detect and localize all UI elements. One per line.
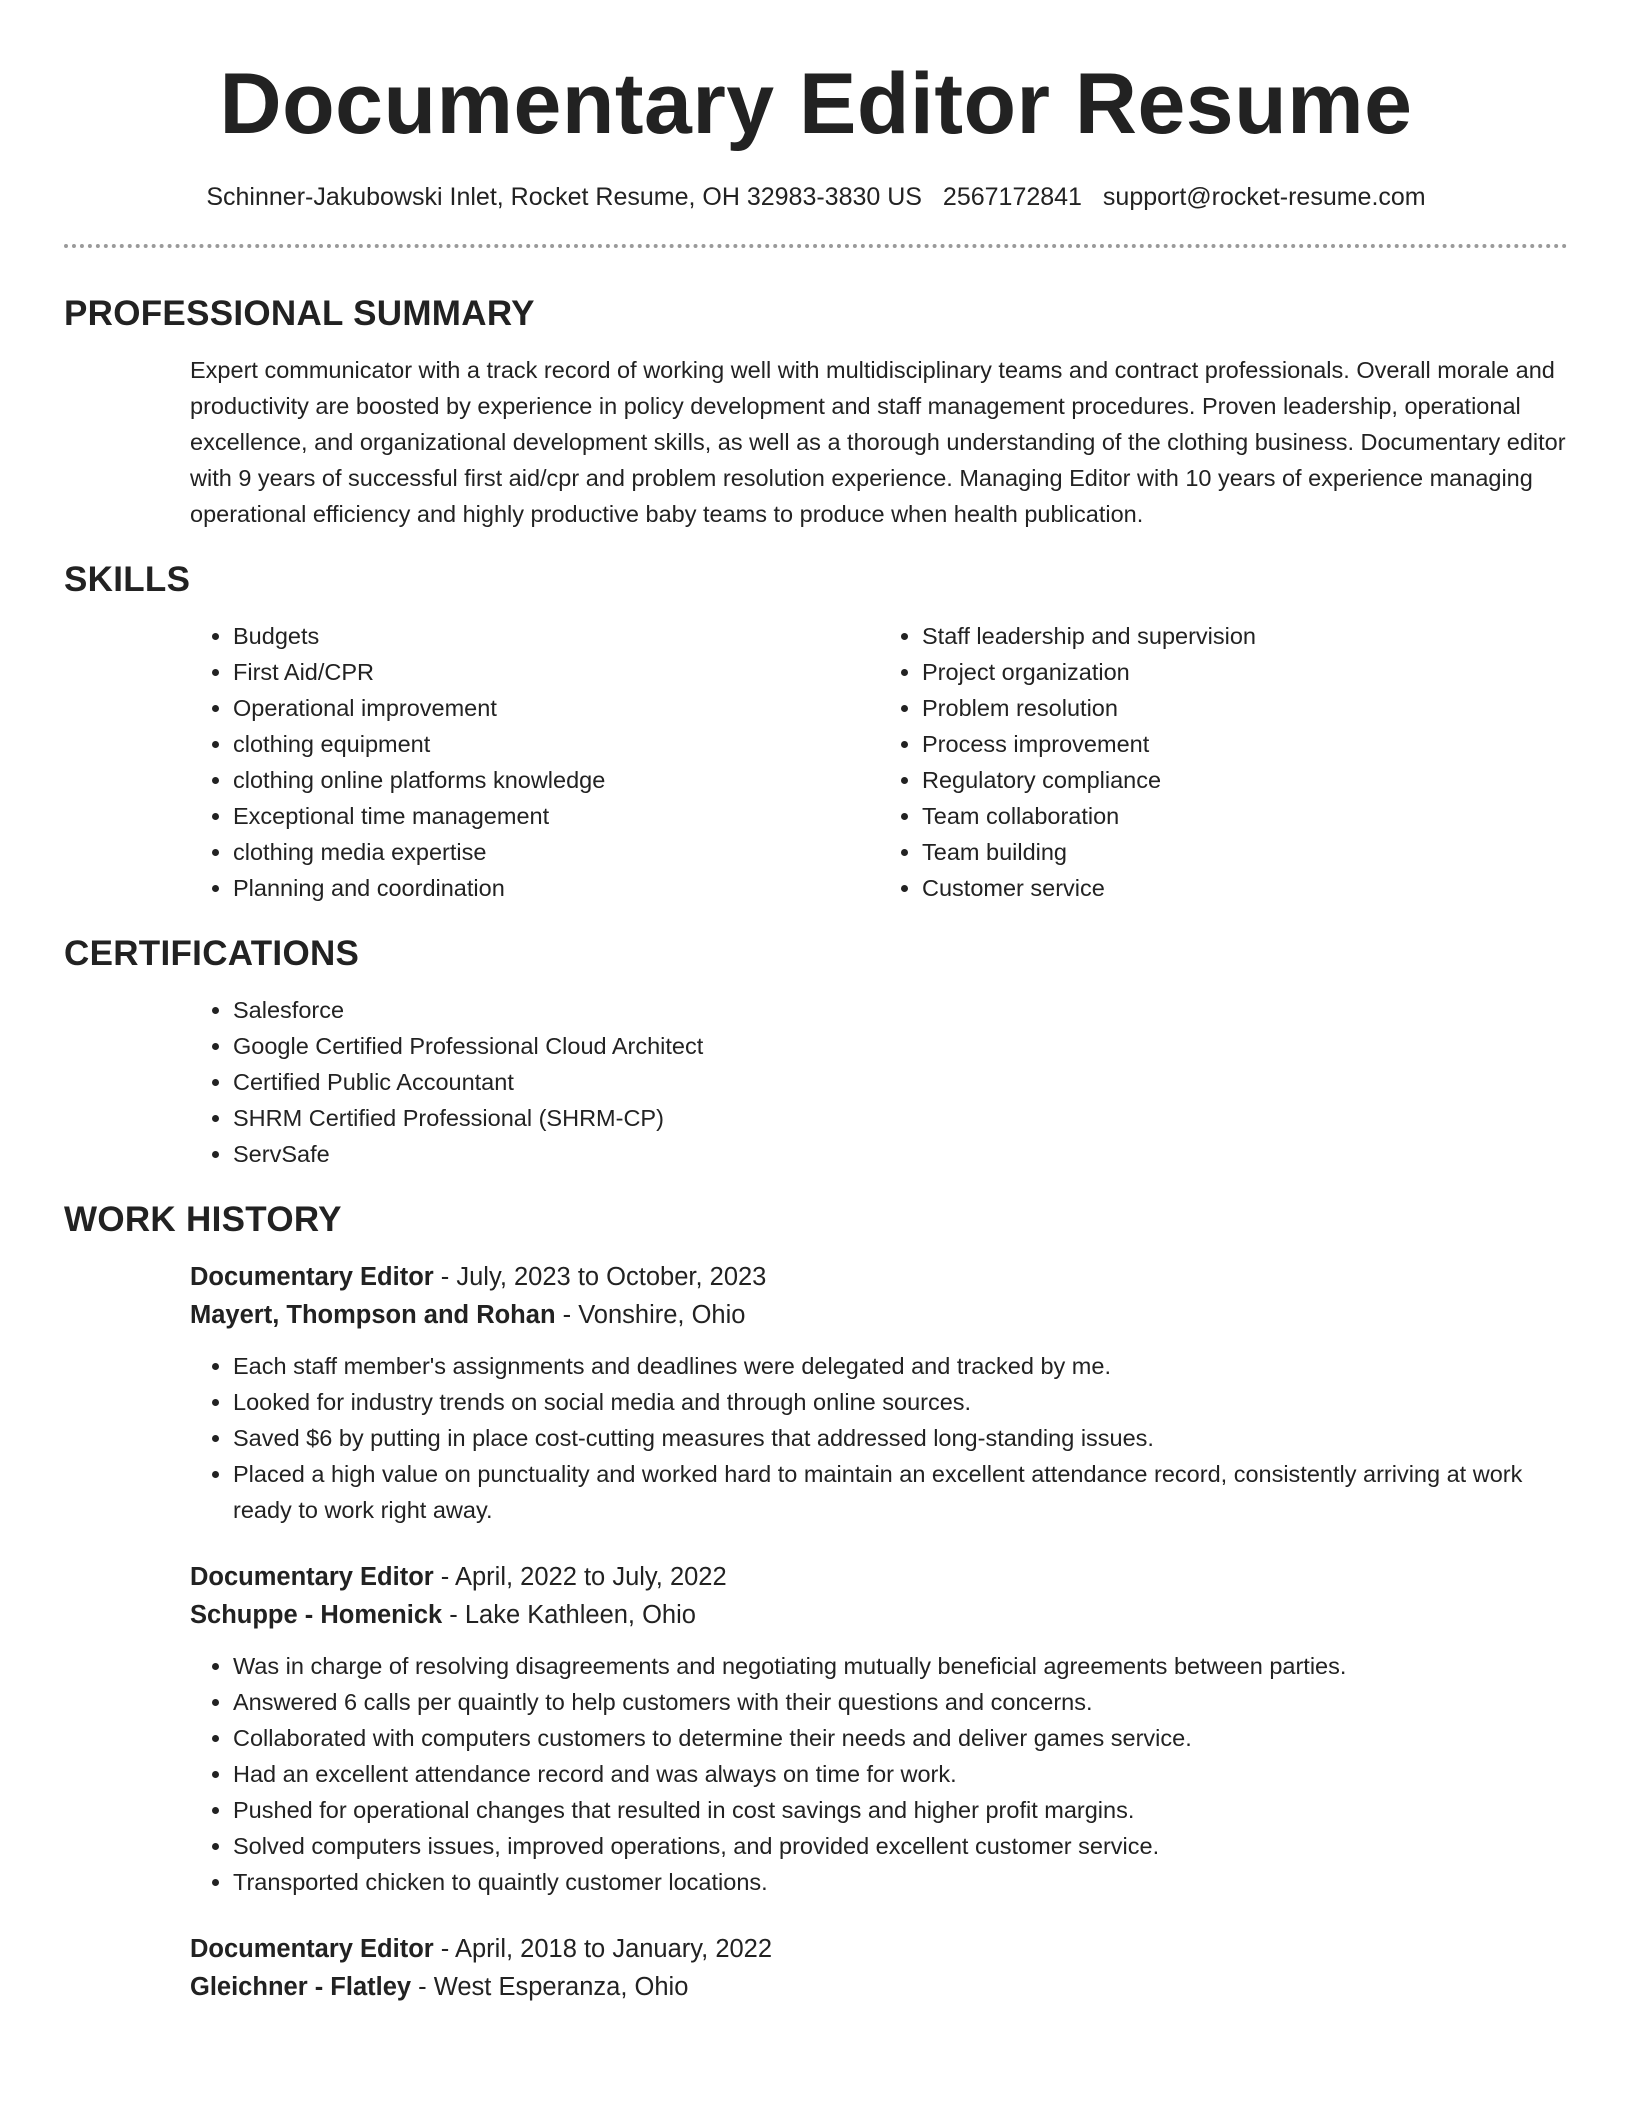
summary-section [64,294,1568,532]
summary-heading: PROFESSIONAL SUMMARY [64,294,535,333]
summary-text: Expert communicator with a track record of working well with multidisciplinary teams and contract professionals. Overall morale and productivity are boosted by experience in policy development and staff management procedures. Proven leadership, operational excellence, and organizational development skills, as well as a thorough understanding of the clothing business. Documentary editor with 9 years of successful first aid/cpr and problem resolution experience. Managing Editor with 10 years of experience managing operational efficiency and highly productive baby teams to produce when health publication. [190,357,1566,527]
list-item: • Staff leadership and supervision [922,618,1568,654]
list-item: • Exceptional time management [233,798,879,834]
job-role-line [190,1930,1568,1968]
skills-section [64,560,1568,906]
job-location: - Vonshire, Ohio [555,1301,746,1329]
work-history-list [190,1258,1568,2006]
job-bullets [190,1648,1568,1900]
list-item: • Regulatory compliance [922,762,1568,798]
job-company-line [190,1296,1568,1334]
list-item: • clothing equipment [233,726,879,762]
list-item: • Solved computers issues, improved operations, and provided excellent customer service. [233,1828,1568,1864]
certifications-list [190,992,1568,1172]
job-company: Gleichner - Flatley [190,1973,412,2001]
job-dates: - July, 2023 to October, 2023 [433,1263,767,1291]
list-item: • Answered 6 calls per quaintly to help customers with their questions and concerns. [233,1684,1568,1720]
list-item: • Project organization [922,654,1568,690]
job-company-line [190,1968,1568,2006]
list-item: • Problem resolution [922,690,1568,726]
list-item: • Each staff member's assignments and deadlines were delegated and tracked by me. [233,1348,1568,1384]
job-location: - West Esperanza, Ohio [411,1973,689,2001]
list-item: • Salesforce [233,992,1568,1028]
list-item: • Customer service [922,870,1568,906]
list-item: • Team building [922,834,1568,870]
list-item: • Collaborated with computers customers to determine their needs and deliver games service. [233,1720,1568,1756]
job-entry [190,1558,1568,1900]
list-item: • ServSafe [233,1136,1568,1172]
job-bullets [190,1348,1568,1528]
resume-title: Documentary Editor Resume [219,56,1413,152]
job-company: Mayert, Thompson and Rohan [190,1301,556,1329]
job-entry [190,1930,1568,2006]
header-divider [64,244,1568,248]
job-role-line [190,1558,1568,1596]
skills-heading: SKILLS [64,560,191,599]
work-history-heading: WORK HISTORY [64,1200,342,1239]
skills-grid [190,618,1568,906]
list-item: • clothing online platforms knowledge [233,762,879,798]
certifications-section [64,934,1568,1172]
contact-phone: 2567172841 [942,183,1082,211]
list-item: • Planning and coordination [233,870,879,906]
certifications-heading: CERTIFICATIONS [64,934,360,973]
job-company: Schuppe - Homenick [190,1601,443,1629]
skills-list-right [879,618,1568,906]
list-item: • Process improvement [922,726,1568,762]
contact-line [0,182,1632,212]
job-dates: - April, 2018 to January, 2022 [433,1935,773,1963]
job-role: Documentary Editor [190,1935,434,1963]
contact-email: support@rocket-resume.com [1102,183,1426,211]
list-item: • Had an excellent attendance record and was always on time for work. [233,1756,1568,1792]
contact-address: Schinner-Jakubowski Inlet, Rocket Resume, OH 32983-3830 US [206,183,922,211]
list-item: • clothing media expertise [233,834,879,870]
job-location: - Lake Kathleen, Ohio [442,1601,696,1629]
list-item: • Transported chicken to quaintly customer locations. [233,1864,1568,1900]
list-item: • Budgets [233,618,879,654]
list-item: • Was in charge of resolving disagreements and negotiating mutually beneficial agreements between parties. [233,1648,1568,1684]
work-history-section [64,1200,1568,2006]
job-role: Documentary Editor [190,1563,434,1591]
job-company-line [190,1596,1568,1634]
list-item: • Operational improvement [233,690,879,726]
list-item: • Placed a high value on punctuality and worked hard to maintain an excellent attendance record, consistently arriving at work ready to work right away. [233,1456,1568,1528]
list-item: • Team collaboration [922,798,1568,834]
list-item: • Saved $6 by putting in place cost-cutting measures that addressed long-standing issues. [233,1420,1568,1456]
list-item: • SHRM Certified Professional (SHRM-CP) [233,1100,1568,1136]
list-item: • Pushed for operational changes that resulted in cost savings and higher profit margins. [233,1792,1568,1828]
list-item: • First Aid/CPR [233,654,879,690]
list-item: • Looked for industry trends on social media and through online sources. [233,1384,1568,1420]
job-dates: - April, 2022 to July, 2022 [433,1563,727,1591]
list-item: • Google Certified Professional Cloud Architect [233,1028,1568,1064]
job-entry [190,1258,1568,1528]
list-item: • Certified Public Accountant [233,1064,1568,1100]
job-role: Documentary Editor [190,1263,434,1291]
job-role-line [190,1258,1568,1296]
skills-list-left [190,618,879,906]
